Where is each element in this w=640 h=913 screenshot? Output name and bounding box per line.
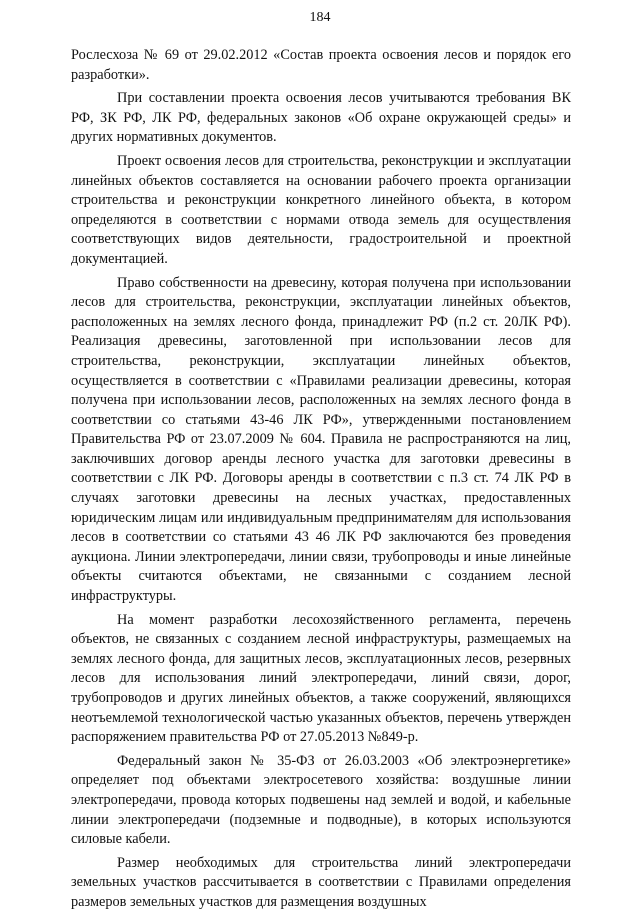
paragraph: При составлении проекта освоения лесов учитываются требования ВК РФ, ЗК РФ, ЛК РФ, федеральных законов «Об охране окружающей среды» и других нормативных документов. [71, 90, 571, 146]
paragraph: Право собственности на древесину, которая получена при использовании лесов для строительства, реконструкции, эксплуатации линейных объектов, расположенных на землях лесного фонда, принадлежит РФ (п.2 ст. 20ЛК РФ). Реализация древесины, заготовленной при использовании лесов для строительства, реконструкции, эксплуатации линейных объектов, осуществляется в соответствии с «Правилами реализации древесины, которая получена при использовании лесов, расположенных на землях лесного фонда в соответствии со статьями 43-46 ЛК РФ», утвержденными постановлением Правительства РФ от 23.07.2009 № 604. Правила не распространяются на лиц, заключивших договор аренды лесного участка для заготовки древесины в соответствии с ЛК РФ. Договоры аренды в соответствии с п.3 ст. 74 ЛК РФ в случаях заготовки древесины на лесных участках, предоставленных юридическим лицам или индивидуальным предпринимателям для использования лесов в соответствии со статьями 43 46 ЛК РФ заключаются без проведения аукциона. Линии электропередачи, линии связи, трубопроводы и иные линейные объекты считаются объектами, не связанными с созданием лесной инфраструктуры. [71, 274, 571, 605]
paragraph: Размер необходимых для строительства линий электропередачи земельных участков рассчитывается в соответствии с Правилами определения размеров земельных участков для размещения воздушных [71, 854, 571, 910]
paragraph: На момент разработки лесохозяйственного регламента, перечень объектов, не связанных с созданием лесной инфраструктуры, размещаемых на землях лесного фонда, для защитных лесов, эксплуатационных лесов, резервных лесов для использования линий электропередачи, линий связи, дорог, трубопроводов и других линейных объектов, а также сооружений, являющихся неотъемлемой технологической частью указанных объектов, перечень утвержден распоряжением правительства РФ от 27.05.2013 №849-р. [71, 611, 571, 746]
paragraph: Проект освоения лесов для строительства, реконструкции и эксплуатации линейных объектов составляется на основании рабочего проекта организации строительства и реконструкции конкретного линейного объекта, в котором определяются в соответствии с нормами отвода земель для осуществления соответствующих видов деятельности, градостроительной и проектной документацией. [71, 152, 571, 267]
paragraph-continuation: Рослесхоза № 69 от 29.02.2012 «Состав проекта освоения лесов и порядок его разработки». [71, 47, 571, 83]
paragraph: Федеральный закон № 35-ФЗ от 26.03.2003 «Об электроэнергетике» определяет под объектами электросетевого хозяйства: воздушные линии электропередачи, провода которых подвешены над землей и водой, и кабельные линии электропередачи (подземные и подводные), в которых используются силовые кабели. [71, 752, 571, 848]
page-number: 184 [309, 10, 331, 25]
document-body [71, 46, 571, 913]
